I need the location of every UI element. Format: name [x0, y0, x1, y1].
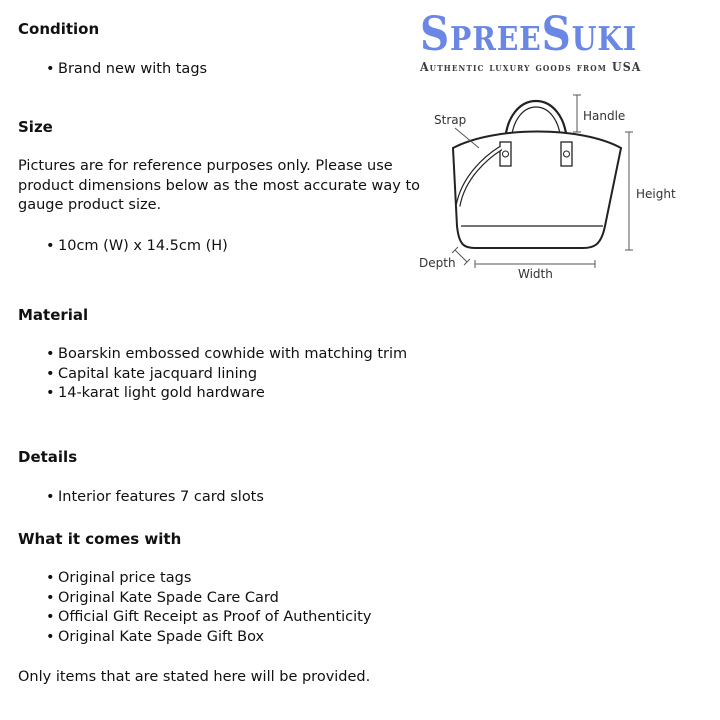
- width-label: Width: [518, 267, 553, 281]
- strap-label: Strap: [434, 113, 467, 127]
- list-item: • Capital kate jacquard lining: [46, 365, 407, 385]
- size-description-line: product dimensions below as the most accurate way to: [18, 177, 421, 194]
- size-description-line: Pictures are for reference purposes only. Please use: [18, 158, 393, 174]
- bag-body: [453, 132, 621, 249]
- comes-with-heading: What it comes with: [18, 530, 182, 548]
- list-item: • Original Kate Spade Gift Box: [46, 628, 371, 648]
- bag-handle-tab-right: [561, 142, 572, 166]
- condition-list: [46, 60, 207, 80]
- list-item: • 14-karat light gold hardware: [46, 384, 407, 404]
- size-heading: Size: [18, 118, 53, 136]
- list-item: • Official Gift Receipt as Proof of Authenticity: [46, 608, 371, 628]
- list-item: • Original price tags: [46, 569, 371, 589]
- height-label: Height: [636, 187, 676, 201]
- list-item: • Interior features 7 card slots: [46, 488, 264, 508]
- list-item: • Brand new with tags: [46, 60, 207, 80]
- material-list: [46, 345, 407, 404]
- bag-dimension-diagram: [415, 88, 685, 288]
- material-heading: Material: [18, 306, 89, 324]
- condition-heading: Condition: [18, 20, 100, 38]
- size-list: [46, 237, 228, 257]
- brand-tagline: Authentic luxury goods from USA: [420, 60, 642, 74]
- size-description: [18, 157, 420, 216]
- brand-logo: [420, 8, 718, 74]
- depth-dimension-line: [455, 250, 467, 262]
- brand-name: SpreeSuki: [420, 7, 638, 62]
- bag-handle-tab-left: [500, 142, 511, 166]
- depth-label: Depth: [419, 256, 456, 270]
- details-list: [46, 488, 264, 508]
- list-item: • Original Kate Spade Care Card: [46, 589, 371, 609]
- list-item: • 10cm (W) x 14.5cm (H): [46, 237, 228, 257]
- list-item: • Boarskin embossed cowhide with matching trim: [46, 345, 407, 365]
- details-heading: Details: [18, 448, 78, 466]
- handle-label: Handle: [583, 109, 626, 123]
- footer-note: Only items that are stated here will be provided.: [18, 669, 371, 685]
- comes-with-list: [46, 569, 371, 647]
- size-description-line: gauge product size.: [18, 197, 162, 213]
